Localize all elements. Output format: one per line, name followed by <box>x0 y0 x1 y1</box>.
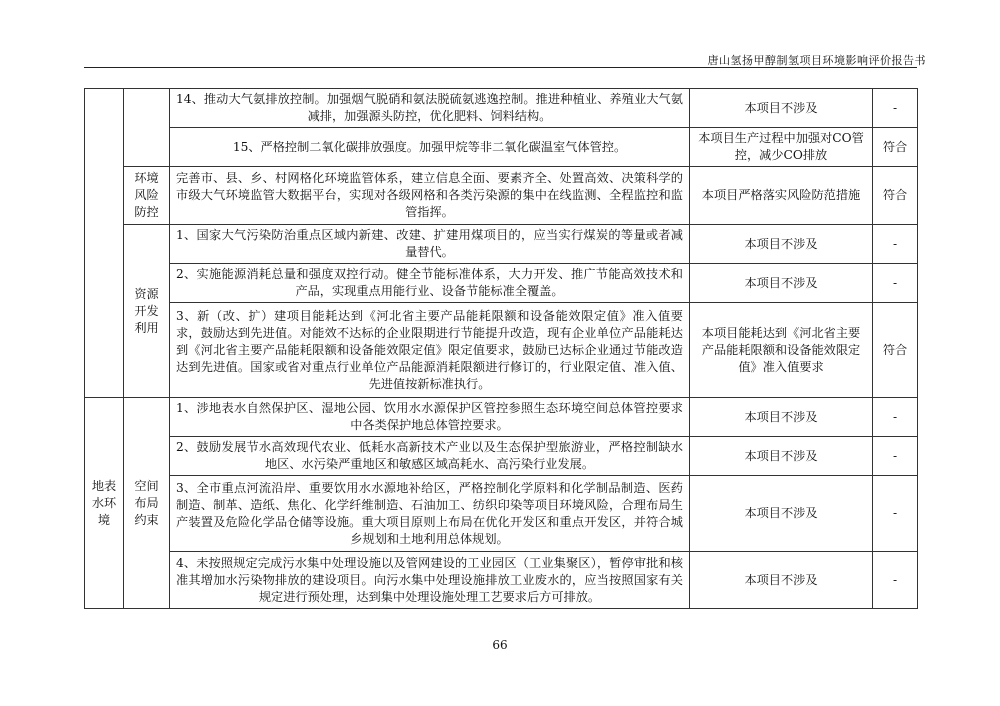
requirement-cell: 2、实施能源消耗总量和强度双控行动。健全节能标准体系，大力开发、推广节能高效技术和产品，实现重点用能行业、设备节能标准全覆盖。 <box>170 264 690 303</box>
table-row <box>85 552 918 609</box>
compliance-table <box>84 88 918 609</box>
conclusion-cell: - <box>873 398 918 437</box>
table-row <box>85 398 918 437</box>
table-row <box>85 89 918 128</box>
table-row <box>85 303 918 398</box>
requirement-cell: 14、推动大气氨排放控制。加强烟气脱硝和氨法脱硫氨逃逸控制。推进种植业、养殖业大气氨减排，加强源头防控，优化肥料、饲料结构。 <box>170 89 690 128</box>
table-row <box>85 264 918 303</box>
conclusion-cell: - <box>873 89 918 128</box>
conclusion-cell: 符合 <box>873 167 918 225</box>
category-cell: 地表水环境 <box>85 398 124 609</box>
requirement-cell: 完善市、县、乡、村网格化环境监管体系，建立信息全面、要素齐全、处置高效、决策科学的市级大气环境监管大数据平台，实现对各级网格和各类污染源的集中在线监测、全程监控和监管指挥。 <box>170 167 690 225</box>
subcategory-cell: 空间布局约束 <box>124 398 170 609</box>
measure-cell: 本项目不涉及 <box>690 398 873 437</box>
conclusion-cell: - <box>873 552 918 609</box>
requirement-cell: 1、国家大气污染防治重点区域内新建、改建、扩建用煤项目的，应当实行煤炭的等量或者减量替代。 <box>170 225 690 264</box>
requirement-cell: 15、严格控制二氧化碳排放强度。加强甲烷等非二氧化碳温室气体管控。 <box>170 128 690 167</box>
measure-cell: 本项目不涉及 <box>690 89 873 128</box>
requirement-cell: 1、涉地表水自然保护区、湿地公园、饮用水水源保护区管控参照生态环境空间总体管控要求中各类保护地总体管控要求。 <box>170 398 690 437</box>
requirement-cell: 4、未按照规定完成污水集中处理设施以及管网建设的工业园区（工业集聚区），暂停审批和核准其增加水污染物排放的建设项目。向污水集中处理设施排放工业废水的，应当按照国家有关规定进行预处理，达到集中处理设施处理工艺要求后方可排放。 <box>170 552 690 609</box>
conclusion-cell: 符合 <box>873 128 918 167</box>
measure-cell: 本项目严格落实风险防范措施 <box>690 167 873 225</box>
measure-cell: 本项目不涉及 <box>690 437 873 476</box>
requirement-cell: 3、新（改、扩）建项目能耗达到《河北省主要产品能耗限额和设备能效限定值》准入值要求，鼓励达到先进值。对能效不达标的企业限期进行节能提升改造，现有企业单位产品能耗达到《河北省主要产品能耗限额和设备能效限定值》限定值要求，鼓励已达标企业通过节能改造达到先进值。国家或省对重点行业单位产品能源消耗限额进行修订的，行业限定值、准入值、先进值按新标准执行。 <box>170 303 690 398</box>
report-header-title: 唐山氢扬甲醇制氢项目环境影响评价报告书 <box>707 54 926 67</box>
measure-cell: 本项目不涉及 <box>690 264 873 303</box>
measure-cell: 本项目不涉及 <box>690 225 873 264</box>
subcategory-cell <box>124 89 170 167</box>
conclusion-cell: - <box>873 437 918 476</box>
table-row <box>85 437 918 476</box>
measure-cell: 本项目不涉及 <box>690 476 873 552</box>
measure-cell: 本项目不涉及 <box>690 552 873 609</box>
requirement-cell: 2、鼓励发展节水高效现代农业、低耗水高新技术产业以及生态保护型旅游业，严格控制缺水地区、水污染严重地区和敏感区域高耗水、高污染行业发展。 <box>170 437 690 476</box>
conclusion-cell: - <box>873 264 918 303</box>
measure-cell: 本项目生产过程中加强对CO管控，减少CO排放 <box>690 128 873 167</box>
table-row <box>85 476 918 552</box>
conclusion-cell: 符合 <box>873 303 918 398</box>
header-rule <box>84 67 917 68</box>
category-cell <box>85 89 124 398</box>
table-row <box>85 167 918 225</box>
table-row <box>85 128 918 167</box>
subcategory-cell: 环境风险防控 <box>124 167 170 225</box>
conclusion-cell: - <box>873 476 918 552</box>
requirement-cell: 3、全市重点河流沿岸、重要饮用水水源地补给区，严格控制化学原料和化学制品制造、医药制造、制革、造纸、焦化、化学纤维制造、石油加工、纺织印染等项目环境风险，合理布局生产装置及危险化学品仓储等设施。重大项目原则上布局在优化开发区和重点开发区，并符合城乡规划和土地利用总体规划。 <box>170 476 690 552</box>
conclusion-cell: - <box>873 225 918 264</box>
table-row <box>85 225 918 264</box>
measure-cell: 本项目能耗达到《河北省主要产品能耗限额和设备能效限定值》准入值要求 <box>690 303 873 398</box>
subcategory-cell: 资源开发利用 <box>124 225 170 398</box>
page-number: 66 <box>492 638 508 652</box>
